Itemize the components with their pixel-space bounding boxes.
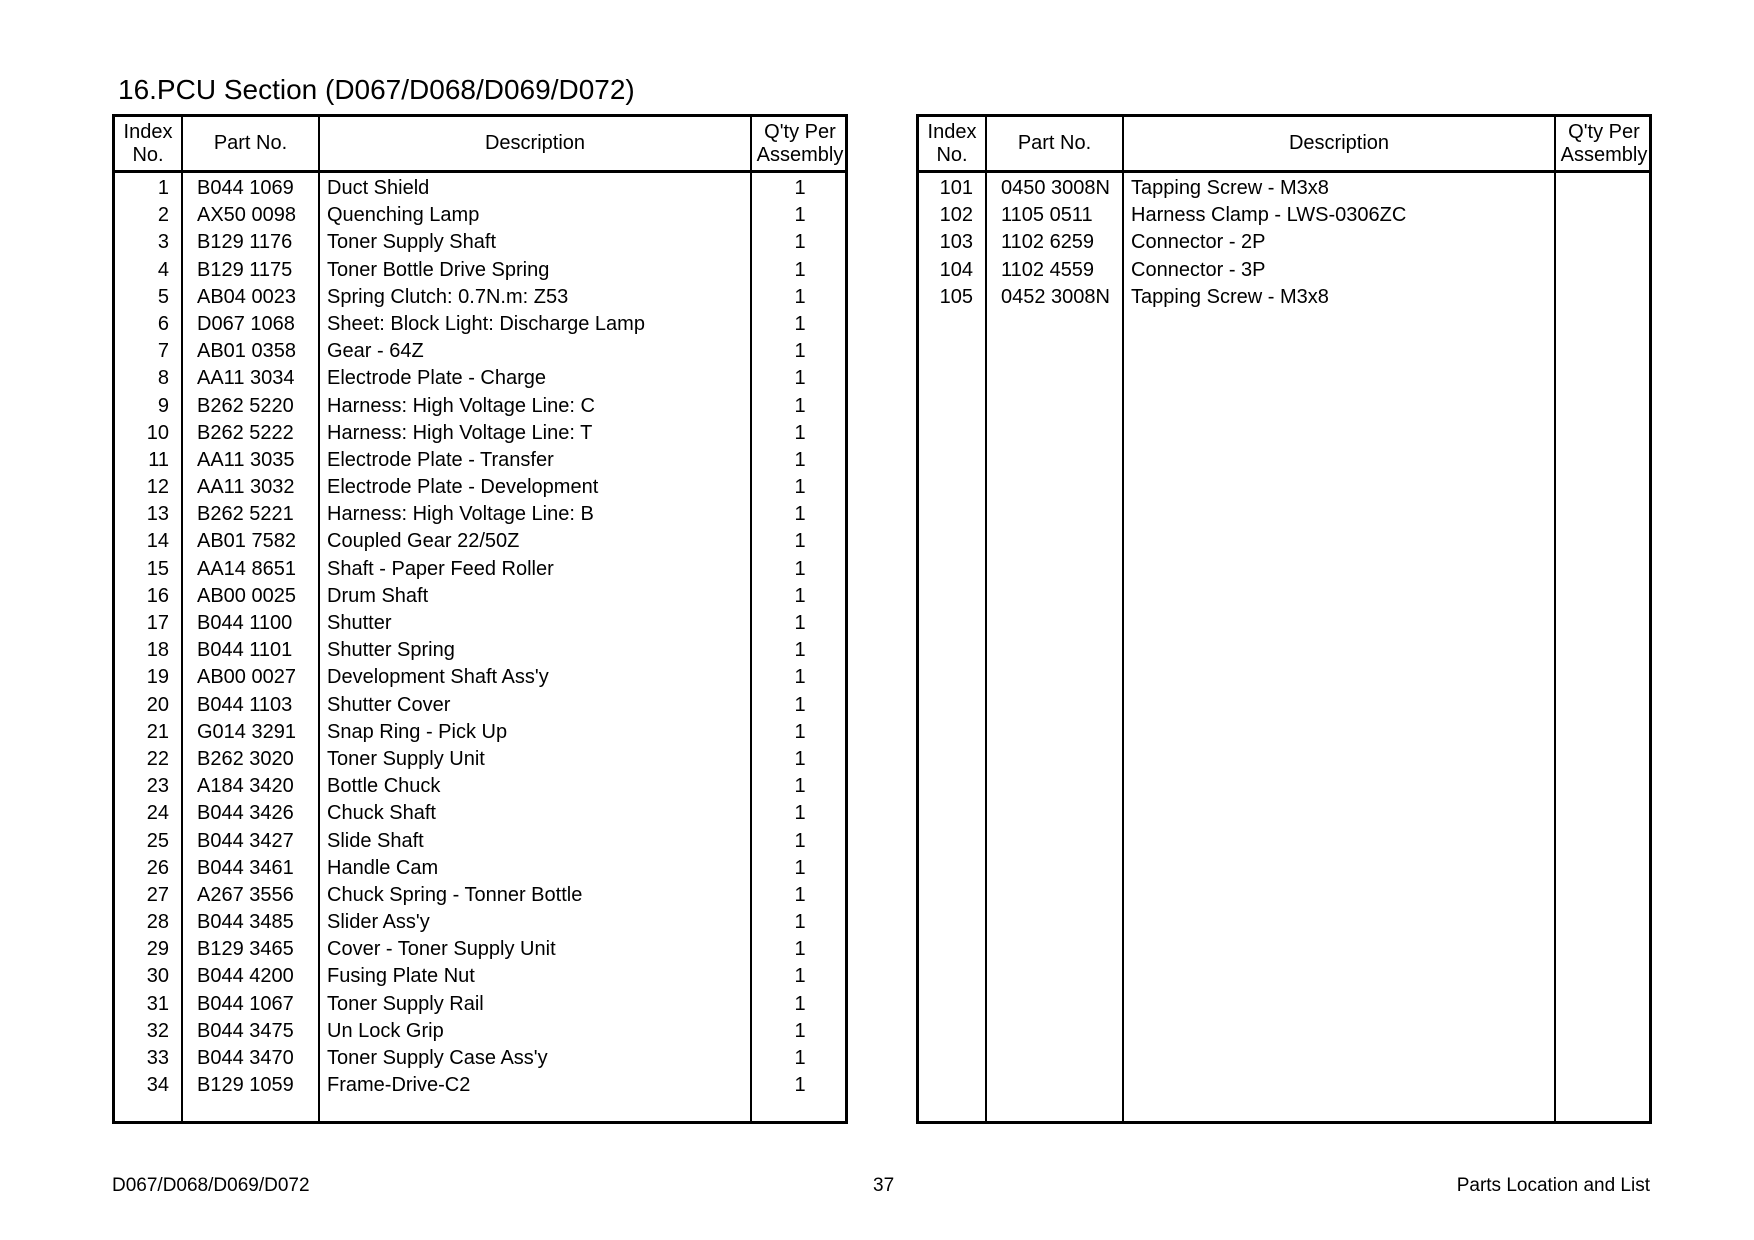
part-number-cell: 0450 3008N (1001, 177, 1110, 199)
table-row (115, 882, 845, 909)
description-cell: Toner Bottle Drive Spring (327, 258, 550, 281)
index-cell: 17 (146, 612, 169, 634)
description-cell: Fusing Plate Nut (327, 965, 475, 988)
table-row (919, 229, 1649, 256)
quantity-cell: 1 (794, 312, 806, 335)
quantity-cell: 1 (794, 177, 806, 199)
header-description: Description (484, 132, 586, 154)
part-number-cell: B262 5220 (197, 394, 294, 417)
quantity-cell: 1 (794, 476, 806, 499)
table-row (115, 556, 845, 583)
table-row (115, 800, 845, 827)
table-row (115, 746, 845, 773)
part-number-cell: B044 1103 (197, 693, 293, 716)
part-number-cell: B262 3020 (197, 747, 294, 770)
index-cell: 10 (146, 421, 169, 444)
part-number-cell: D067 1068 (197, 312, 295, 335)
description-cell: Frame-Drive-C2 (327, 1074, 471, 1097)
table-row (919, 257, 1649, 284)
index-cell: 14 (146, 530, 169, 553)
quantity-cell: 1 (794, 802, 806, 825)
quantity-cell: 1 (794, 965, 806, 988)
header-index: Index No. (123, 120, 173, 166)
description-cell: Harness Clamp - LWS-0306ZC (1131, 204, 1407, 227)
part-number-cell: B044 1067 (197, 992, 294, 1015)
table-row (115, 501, 845, 528)
table-row (115, 855, 845, 882)
description-cell: Toner Supply Shaft (327, 231, 496, 254)
description-cell: Cover - Toner Supply Unit (327, 938, 556, 961)
description-cell: Electrode Plate - Charge (327, 367, 547, 390)
description-cell: Chuck Shaft (327, 802, 436, 825)
index-cell: 21 (146, 720, 169, 743)
table-row (115, 637, 845, 664)
quantity-cell: 1 (794, 367, 806, 390)
table-row (115, 311, 845, 338)
quantity-cell: 1 (794, 747, 806, 770)
table-row (115, 828, 845, 855)
table-row (115, 365, 845, 392)
part-number-cell: AB00 0025 (197, 584, 296, 607)
part-number-cell: B044 3470 (197, 1047, 294, 1069)
table-row (115, 284, 845, 311)
quantity-cell: 1 (794, 448, 806, 471)
quantity-cell: 1 (794, 775, 806, 798)
quantity-cell: 1 (794, 992, 806, 1015)
quantity-cell: 1 (794, 503, 806, 526)
description-cell: Toner Supply Unit (327, 747, 485, 770)
quantity-cell: 1 (794, 394, 806, 417)
quantity-cell: 1 (794, 1047, 806, 1069)
description-cell: Bottle Chuck (327, 775, 441, 798)
table-row (115, 229, 845, 256)
part-number-cell: B129 1059 (197, 1074, 294, 1097)
part-number-cell: B044 4200 (197, 965, 294, 988)
quantity-cell: 1 (794, 666, 806, 689)
part-number-cell: B262 5222 (197, 421, 294, 444)
quantity-cell: 1 (794, 285, 806, 308)
part-number-cell: B129 3465 (197, 938, 294, 961)
header-part-no: Part No. (1017, 132, 1092, 154)
table-row (919, 284, 1649, 311)
description-cell: Toner Supply Case Ass'y (327, 1047, 548, 1069)
part-number-cell: AA11 3035 (197, 448, 295, 471)
table-row (115, 175, 845, 202)
part-number-cell: B044 3427 (197, 829, 294, 852)
quantity-cell: 1 (794, 693, 806, 716)
table-row (115, 1018, 845, 1045)
parts-table-right (916, 114, 1652, 1124)
description-cell: Electrode Plate - Transfer (327, 448, 554, 471)
index-cell: 23 (146, 775, 169, 798)
index-cell: 102 (939, 204, 973, 227)
description-cell: Harness: High Voltage Line: B (327, 503, 594, 526)
table-row (115, 528, 845, 555)
quantity-cell: 1 (794, 883, 806, 906)
part-number-cell: AB01 7582 (197, 530, 296, 553)
description-cell: Spring Clutch: 0.7N.m: Z53 (327, 285, 569, 308)
description-cell: Shutter (327, 612, 392, 634)
index-cell: 20 (146, 693, 169, 716)
description-cell: Chuck Spring - Tonner Bottle (327, 883, 583, 906)
part-number-cell: AX50 0098 (197, 204, 296, 227)
part-number-cell: 0452 3008N (1001, 285, 1110, 308)
quantity-cell: 1 (794, 340, 806, 363)
index-cell: 101 (939, 177, 973, 199)
index-cell: 103 (939, 231, 973, 254)
description-cell: Tapping Screw - M3x8 (1131, 177, 1329, 199)
header-part-no: Part No. (213, 132, 288, 154)
description-cell: Harness: High Voltage Line: C (327, 394, 595, 417)
quantity-cell: 1 (794, 1074, 806, 1097)
index-cell: 5 (157, 285, 169, 308)
index-cell: 9 (157, 394, 169, 417)
quantity-cell: 1 (794, 856, 806, 879)
header-qty: Q'ty Per Assembly (1560, 120, 1648, 166)
description-cell: Toner Supply Rail (327, 992, 484, 1015)
quantity-cell: 1 (794, 584, 806, 607)
table-row (115, 963, 845, 990)
part-number-cell: B129 1175 (197, 258, 293, 281)
description-cell: Harness: High Voltage Line: T (327, 421, 593, 444)
index-cell: 104 (939, 258, 973, 281)
index-cell: 6 (157, 312, 169, 335)
table-row (115, 991, 845, 1018)
description-cell: Slide Shaft (327, 829, 424, 852)
description-cell: Development Shaft Ass'y (327, 666, 549, 689)
description-cell: Electrode Plate - Development (327, 476, 599, 499)
index-cell: 3 (157, 231, 169, 254)
page-title: 16.PCU Section (D067/D068/D069/D072) (118, 74, 635, 105)
table-row (919, 202, 1649, 229)
description-cell: Un Lock Grip (327, 1019, 444, 1042)
quantity-cell: 1 (794, 231, 806, 254)
part-number-cell: AA11 3032 (197, 476, 295, 499)
part-number-cell: G014 3291 (197, 720, 296, 743)
part-number-cell: AB04 0023 (197, 285, 296, 308)
part-number-cell: B044 3485 (197, 911, 294, 934)
index-cell: 12 (146, 476, 169, 499)
index-cell: 29 (146, 938, 169, 961)
parts-rows-right (919, 175, 1649, 311)
table-row (115, 583, 845, 610)
parts-rows-left (115, 175, 845, 1099)
index-cell: 31 (146, 992, 169, 1015)
description-cell: Tapping Screw - M3x8 (1131, 285, 1329, 308)
part-number-cell: AB00 0027 (197, 666, 296, 689)
part-number-cell: A267 3556 (197, 883, 294, 906)
index-cell: 105 (939, 285, 973, 308)
description-cell: Duct Shield (327, 177, 430, 199)
index-cell: 7 (157, 340, 169, 363)
table-row (115, 773, 845, 800)
description-cell: Slider Ass'y (327, 911, 430, 934)
index-cell: 19 (146, 666, 169, 689)
table-row (919, 175, 1649, 202)
quantity-cell: 1 (794, 639, 806, 662)
table-row (115, 1072, 845, 1099)
description-cell: Shutter Cover (327, 693, 451, 716)
table-row (115, 692, 845, 719)
part-number-cell: 1105 0511 (1001, 204, 1093, 227)
table-row (115, 1045, 845, 1072)
table-row (115, 257, 845, 284)
part-number-cell: B044 3426 (197, 802, 294, 825)
part-number-cell: B129 1176 (197, 231, 293, 254)
description-cell: Shaft - Paper Feed Roller (327, 557, 554, 580)
header-description: Description (1288, 132, 1390, 154)
description-cell: Handle Cam (327, 856, 439, 879)
index-cell: 1 (157, 177, 169, 199)
description-cell: Drum Shaft (327, 584, 429, 607)
parts-table-left (112, 114, 848, 1124)
index-cell: 15 (146, 557, 169, 580)
index-cell: 30 (146, 965, 169, 988)
part-number-cell: B262 5221 (197, 503, 294, 526)
part-number-cell: AA14 8651 (197, 557, 296, 580)
index-cell: 25 (146, 829, 169, 852)
index-cell: 16 (146, 584, 169, 607)
part-number-cell: B044 3461 (197, 856, 294, 879)
table-row (115, 909, 845, 936)
quantity-cell: 1 (794, 530, 806, 553)
description-cell: Connector - 3P (1131, 258, 1266, 281)
description-cell: Snap Ring - Pick Up (327, 720, 508, 743)
part-number-cell: AA11 3034 (197, 367, 295, 390)
description-cell: Sheet: Block Light: Discharge Lamp (327, 312, 645, 335)
part-number-cell: A184 3420 (197, 775, 294, 798)
quantity-cell: 1 (794, 1019, 806, 1042)
header-qty: Q'ty Per Assembly (756, 120, 844, 166)
description-cell: Coupled Gear 22/50Z (327, 530, 520, 553)
index-cell: 26 (146, 856, 169, 879)
index-cell: 11 (148, 448, 169, 471)
quantity-cell: 1 (794, 829, 806, 852)
footer-section: Parts Location and List (1456, 1175, 1650, 1196)
index-cell: 28 (146, 911, 169, 934)
index-cell: 13 (146, 503, 169, 526)
index-cell: 22 (146, 747, 169, 770)
index-cell: 32 (146, 1019, 169, 1042)
quantity-cell: 1 (794, 258, 806, 281)
part-number-cell: B044 1069 (197, 177, 294, 199)
index-cell: 27 (146, 883, 169, 906)
table-row (115, 393, 845, 420)
part-number-cell: 1102 4559 (1001, 258, 1095, 281)
table-row (115, 420, 845, 447)
index-cell: 33 (146, 1047, 169, 1069)
index-cell: 34 (146, 1074, 169, 1097)
index-cell: 18 (146, 639, 169, 662)
table-row (115, 664, 845, 691)
header-index: Index No. (927, 120, 977, 166)
part-number-cell: B044 1100 (197, 612, 293, 634)
index-cell: 2 (157, 204, 169, 227)
table-row (115, 610, 845, 637)
description-cell: Quenching Lamp (327, 204, 480, 227)
description-cell: Connector - 2P (1131, 231, 1266, 254)
quantity-cell: 1 (794, 557, 806, 580)
part-number-cell: B044 3475 (197, 1019, 294, 1042)
part-number-cell: B044 1101 (197, 639, 293, 662)
index-cell: 24 (146, 802, 169, 825)
footer-page-number: 37 (873, 1175, 895, 1196)
table-row (115, 936, 845, 963)
table-row (115, 447, 845, 474)
quantity-cell: 1 (794, 911, 806, 934)
part-number-cell: AB01 0358 (197, 340, 296, 363)
table-row (115, 474, 845, 501)
index-cell: 8 (157, 367, 169, 390)
quantity-cell: 1 (794, 204, 806, 227)
index-cell: 4 (157, 258, 169, 281)
quantity-cell: 1 (794, 421, 806, 444)
description-cell: Gear - 64Z (327, 340, 424, 363)
table-row (115, 338, 845, 365)
description-cell: Shutter Spring (327, 639, 455, 662)
table-row (115, 719, 845, 746)
table-row (115, 202, 845, 229)
quantity-cell: 1 (794, 938, 806, 961)
quantity-cell: 1 (794, 720, 806, 743)
footer-model: D067/D068/D069/D072 (112, 1175, 310, 1196)
part-number-cell: 1102 6259 (1001, 231, 1095, 254)
quantity-cell: 1 (794, 612, 806, 634)
